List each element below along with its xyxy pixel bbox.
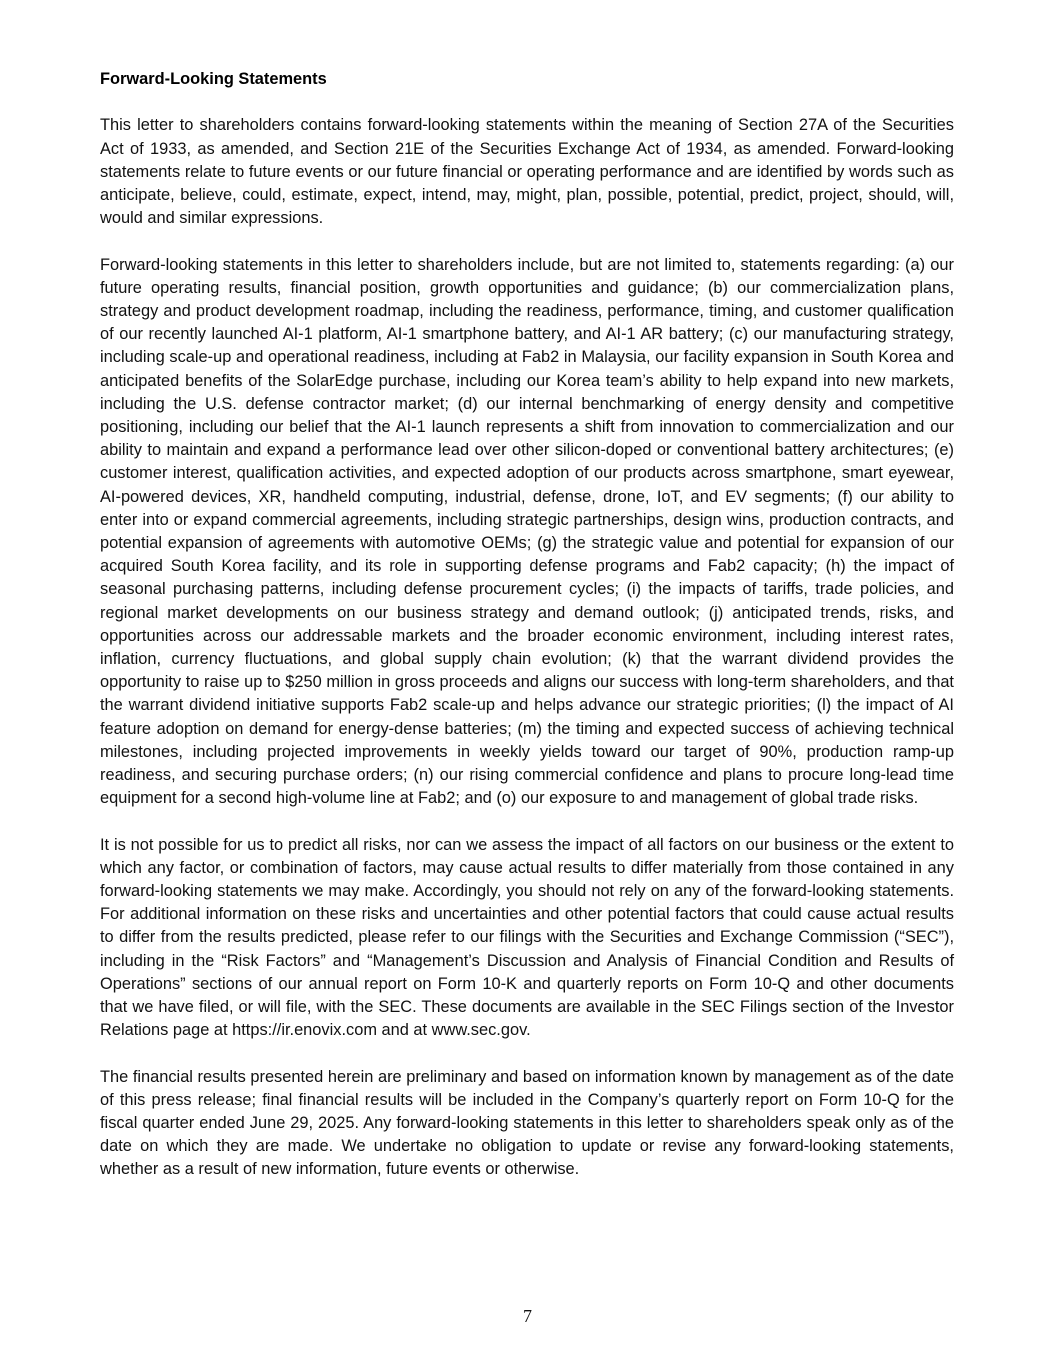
paragraph-statements-list: Forward-looking statements in this letter to shareholders include, but are not limited to, statements regarding: (a) our future operating results, financial position, growth opportunities and guidance; (b) our commercialization plans, strategy and product development roadmap, including the readiness, performance, timing, and customer qualification of our recently launched AI-1 platform, AI-1 smartphone battery, and AI-1 AR battery; (c) our manufacturing strategy, including scale-up and operational readiness, including at Fab2 in Malaysia, our facility expansion in South Korea and anticipated benefits of the SolarEdge purchase, including our Korea team’s ability to help expand into new markets, including the U.S. defense contractor market; (d) our internal benchmarking of energy density and competitive positioning, including our belief that the AI-1 launch represents a shift from innovation to commercialization and our ability to maintain and expand a performance lead over other silicon-doped or conventional battery architectures; (e) customer interest, qualification activities, and expected adoption of our products across smartphone, smart eyewear, AI-powered devices, XR, handheld computing, industrial, defense, drone, IoT, and EV segments; (f) our ability to enter into or expand commercial agreements, including strategic partnerships, design wins, production contracts, and potential expansion of agreements with automotive OEMs; (g) the strategic value and potential for expansion of our acquired South Korea facility, and its role in supporting defense programs and Fab2 capacity; (h) the impact of seasonal purchasing patterns, including defense procurement cycles; (i) the impacts of tariffs, trade policies, and regional market developments on our business strategy and demand outlook; (j) anticipated trends, risks, and opportunities across our addressable markets and the broader economic environment, including interest rates, inflation, currency fluctuations, and global supply chain evolution; (k) that the warrant dividend provides the opportunity to raise up to $250 million in gross proceeds and aligns our success with long-term shareholders, and that the warrant dividend initiative supports Fab2 scale-up and helps advance our strategic priorities; (l) the impact of AI feature adoption on demand for energy-dense batteries; (m) the timing and expected success of achieving technical milestones, including projected improvements in weekly yields toward our target of 90%, production ramp-up readiness, and securing purchase orders; (n) our rising commercial confidence and plans to procure long-lead time equipment for a second high-volume line at Fab2; and (o) our exposure to and management of global trade risks. <box>100 255 954 808</box>
paragraph-preliminary-results: The financial results presented herein are preliminary and based on information known by management as of the date of this press release; final financial results will be included in the Company’s quarterly report on Form 10-Q for the fiscal quarter ended June 29, 2025. Any forward-looking statements in this letter to shareholders speak only as of the date on which they are made. We undertake no obligation to update or revise any forward-looking statements, whether as a result of new information, future events or otherwise. <box>100 1067 954 1179</box>
paragraph-risks: It is not possible for us to predict all risks, nor can we assess the impact of all factors on our business or the extent to which any factor, or combination of factors, may cause actual results to differ materially from those contained in any forward-looking statements we may make. Accordingly, you should not rely on any of the forward-looking statements. For additional information on these risks and uncertainties and other potential factors that could cause actual results to differ from the results predicted, please refer to our filings with the Securities and Exchange Commission (“SEC”), including in the “Risk Factors” and “Management’s Discussion and Analysis of Financial Condition and Results of Operations” sections of our annual report on Form 10-K and quarterly reports on Form 10-Q and other documents that we have filed, or will file, with the SEC. These documents are available in the SEC Filings section of the Investor Relations page at https://ir.enovix.com and at www.sec.gov. <box>100 835 954 1040</box>
paragraph-intro: This letter to shareholders contains forward-looking statements within the meaning of Section 27A of the Securities Act of 1933, as amended, and Section 21E of the Securities Exchange Act of 1934, as amended. Forward-looking statements relate to future events or our future financial or operating performance and are identified by words such as anticipate, believe, could, estimate, expect, intend, may, might, plan, possible, potential, predict, project, should, will, would and similar expressions. <box>100 116 954 228</box>
section-heading: Forward-Looking Statements <box>100 70 327 88</box>
document-page <box>100 68 954 1182</box>
page-number: 7 <box>523 1306 532 1326</box>
